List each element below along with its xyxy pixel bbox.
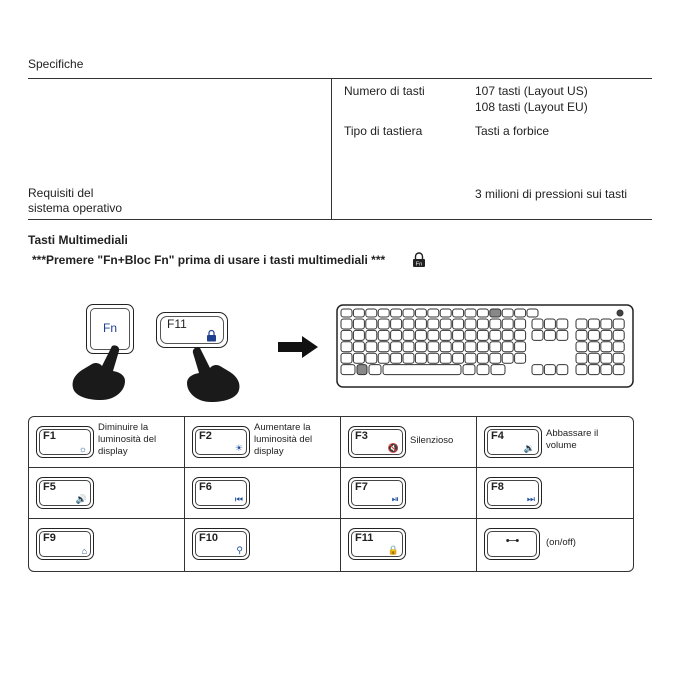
keyboard-key	[490, 309, 501, 317]
keyboard-key	[353, 319, 364, 329]
keyboard-key	[366, 309, 377, 317]
fkey-label: F5	[43, 481, 56, 493]
keyboard-key	[601, 353, 612, 363]
spec-value-us: 107 tasti (Layout US)	[475, 84, 588, 98]
keyboard-key	[601, 365, 612, 375]
keyboard-key	[527, 309, 538, 317]
keyboard-key	[353, 342, 364, 352]
keyboard-key	[353, 353, 364, 363]
keyboard-key	[391, 342, 402, 352]
keyboard-key	[440, 330, 451, 340]
keyboard-key	[403, 330, 414, 340]
keyboard-key	[557, 319, 568, 329]
keyboard-key	[357, 365, 367, 375]
keyboard-key	[613, 342, 624, 352]
keyboard-key	[515, 309, 526, 317]
fkey-label: F1	[43, 430, 56, 442]
fkey-f2	[192, 426, 250, 458]
keyboard-key	[576, 365, 587, 375]
fkey-description-line: Abbassare il	[546, 428, 599, 439]
keyboard-key	[453, 309, 464, 317]
f11-key-demo	[156, 312, 228, 348]
next-track-icon: ⏭	[526, 494, 535, 504]
brightness-down-icon: ☼	[78, 444, 87, 454]
fkey-label: F3	[355, 430, 368, 442]
keyboard-key	[366, 319, 377, 329]
keyboard-key	[502, 309, 513, 317]
keyboard-key	[341, 342, 352, 352]
keyboard-key	[465, 330, 476, 340]
previous-track-icon: ⏮	[234, 494, 243, 504]
keyboard-key	[366, 330, 377, 340]
fkey-description	[546, 428, 598, 452]
keyboard-key	[502, 342, 513, 352]
keyboard-key	[576, 319, 587, 329]
keyboard-key	[502, 330, 513, 340]
keyboard-key	[557, 330, 568, 340]
keyboard-key	[532, 319, 543, 329]
fkey-description	[254, 422, 312, 458]
spec-value-eu: 108 tasti (Layout EU)	[475, 100, 588, 114]
mute-icon: 🔇	[387, 443, 399, 453]
keyboard-key	[440, 353, 451, 363]
fkey-f8	[484, 477, 542, 509]
fkey-f5	[36, 477, 94, 509]
keyboard-key	[613, 365, 624, 375]
keyboard-key	[415, 319, 426, 329]
keyboard-key	[403, 319, 414, 329]
keyboard-key	[544, 330, 555, 340]
fkey-label: F4	[491, 430, 504, 442]
keyboard-key	[465, 353, 476, 363]
search-icon: ⚲	[236, 545, 243, 555]
keyboard-key	[378, 309, 389, 317]
f11-key-label: F11	[167, 317, 187, 331]
fn-key-label: Fn	[102, 321, 117, 335]
fkey-f1	[36, 426, 94, 458]
keyboard-key	[453, 353, 464, 363]
hand-pointer-icon	[64, 342, 136, 402]
keyboard-key	[403, 309, 414, 317]
keyboard-key	[477, 319, 488, 329]
keyboard-key	[391, 330, 402, 340]
keyboard-key	[544, 319, 555, 329]
volume-down-icon: 🔉	[523, 443, 535, 453]
keyboard-key	[428, 309, 439, 317]
fkey-f4	[484, 426, 542, 458]
keyboard-key	[378, 342, 389, 352]
keyboard-key	[613, 353, 624, 363]
keyboard-key	[491, 365, 505, 375]
keyboard-key	[532, 330, 543, 340]
brightness-up-icon: ☀	[234, 443, 243, 453]
fn-lock-icon	[206, 329, 217, 342]
fkey-description-line: (on/off)	[546, 537, 576, 548]
spec-value-type: Tasti a forbice	[475, 124, 550, 138]
fkey-description	[410, 435, 453, 447]
fkey-f6	[192, 477, 250, 509]
keyboard-key	[453, 319, 464, 329]
keyboard-key	[588, 353, 599, 363]
fkey-description-line: volume	[546, 440, 577, 451]
specs-heading: Specifiche	[28, 57, 84, 71]
keyboard-key	[544, 365, 555, 375]
keyboard-key	[341, 365, 355, 375]
keyboard-key	[415, 342, 426, 352]
fkey-description	[98, 422, 156, 458]
keyboard-key	[465, 309, 476, 317]
keyboard-key	[490, 319, 501, 329]
fkey-light	[484, 528, 540, 560]
fkey-description-line: luminosità del	[254, 434, 313, 445]
keyboard-key	[378, 330, 389, 340]
keyboard-key	[453, 330, 464, 340]
keyboard-key	[477, 353, 488, 363]
keyboard-key	[588, 342, 599, 352]
fkey-description-line: Diminuire la	[98, 422, 149, 433]
keyboard-key	[383, 365, 461, 375]
keyboard-key	[463, 365, 475, 375]
keyboard-key	[369, 365, 381, 375]
fkey-f3	[348, 426, 406, 458]
keyboard-key	[576, 353, 587, 363]
keyboard-key	[515, 330, 526, 340]
keyboard-key	[378, 353, 389, 363]
fkey-f10	[192, 528, 250, 560]
multimedia-instruction: ***Premere "Fn+Bloc Fn" prima di usare i tasti multimediali ***	[32, 253, 386, 267]
table-divider	[331, 78, 332, 219]
keyboard-key	[465, 342, 476, 352]
keyboard-key	[428, 319, 439, 329]
keyboard-key	[490, 330, 501, 340]
fkey-label: F9	[43, 532, 56, 544]
fkey-description-line: display	[254, 446, 284, 457]
keyboard-key	[366, 342, 377, 352]
keyboard-key	[391, 309, 402, 317]
keyboard-key	[341, 353, 352, 363]
table-top-rule	[28, 78, 652, 79]
keyboard-key	[490, 342, 501, 352]
keyboard-key	[613, 330, 624, 340]
keyboard-key	[515, 342, 526, 352]
spec-label-os-1: Requisiti del	[28, 186, 94, 200]
fkey-f11	[348, 528, 406, 560]
home-icon: ⌂	[81, 546, 87, 556]
arrow-right-icon	[278, 334, 320, 360]
keyboard-key	[515, 353, 526, 363]
fkey-description-line: Aumentare la	[254, 422, 311, 433]
keyboard-key	[453, 342, 464, 352]
keyboard-key	[353, 330, 364, 340]
fkey-label: F8	[491, 481, 504, 493]
fn-lock-icon: 🔒	[387, 545, 399, 555]
keyboard-key	[477, 365, 489, 375]
keyboard-key	[588, 319, 599, 329]
keyboard-key	[391, 319, 402, 329]
multimedia-heading: Tasti Multimediali	[28, 233, 128, 247]
keyboard-key	[588, 365, 599, 375]
keyboard-key	[502, 353, 513, 363]
keyboard-key	[403, 342, 414, 352]
spec-label-type: Tipo di tastiera	[344, 124, 423, 138]
spec-label-keys: Numero di tasti	[344, 84, 425, 98]
fkey-f9	[36, 528, 94, 560]
keyboard-key	[428, 353, 439, 363]
keyboard-key	[601, 319, 612, 329]
fkey-description-line: Silenzioso	[410, 435, 454, 446]
keyboard-key	[440, 309, 451, 317]
keyboard-key	[532, 365, 543, 375]
keyboard-key	[391, 353, 402, 363]
power-light-icon: •─•	[505, 535, 519, 547]
keyboard-key	[440, 319, 451, 329]
keyboard-key	[403, 353, 414, 363]
keyboard-key	[601, 330, 612, 340]
fkey-label: F10	[199, 532, 218, 544]
keyboard-key	[428, 342, 439, 352]
keyboard-key	[353, 309, 364, 317]
fn-lock-icon	[412, 252, 426, 268]
keyboard-key	[477, 342, 488, 352]
keyboard-key	[366, 353, 377, 363]
table-bottom-rule	[28, 219, 652, 220]
fkey-description	[546, 537, 576, 549]
fkey-f7	[348, 477, 406, 509]
keyboard-key	[588, 330, 599, 340]
keyboard-key	[515, 319, 526, 329]
keyboard-key	[341, 319, 352, 329]
fkey-label: F7	[355, 481, 368, 493]
fkey-label: F6	[199, 481, 212, 493]
spec-value-durability: 3 milioni di pressioni sui tasti	[475, 187, 628, 201]
fkey-description-line: luminosità del	[98, 434, 157, 445]
hand-pointer-icon	[184, 344, 246, 404]
keyboard-key	[378, 319, 389, 329]
keyboard-key	[502, 319, 513, 329]
spec-label-os-2: sistema operativo	[28, 201, 123, 215]
keyboard-key	[613, 319, 624, 329]
fkey-label: F2	[199, 430, 212, 442]
volume-up-icon: 🔊	[75, 494, 87, 504]
keyboard-key	[341, 309, 352, 317]
keyboard-illustration	[336, 304, 634, 388]
keyboard-key	[415, 309, 426, 317]
play-pause-icon: ⏯	[391, 494, 399, 504]
keyboard-key	[477, 309, 488, 317]
keyboard-key	[490, 353, 501, 363]
power-indicator	[617, 310, 623, 316]
keyboard-key	[557, 365, 568, 375]
keyboard-key	[465, 319, 476, 329]
fkey-description-line: display	[98, 446, 128, 457]
keyboard-key	[341, 330, 352, 340]
svg-text:Fn: Fn	[415, 261, 423, 268]
keyboard-key	[428, 330, 439, 340]
keyboard-key	[576, 330, 587, 340]
keyboard-key	[415, 353, 426, 363]
keyboard-key	[601, 342, 612, 352]
keyboard-key	[477, 330, 488, 340]
keyboard-key	[415, 330, 426, 340]
keyboard-key	[440, 342, 451, 352]
keyboard-key	[576, 342, 587, 352]
fkey-label: F11	[355, 532, 374, 544]
